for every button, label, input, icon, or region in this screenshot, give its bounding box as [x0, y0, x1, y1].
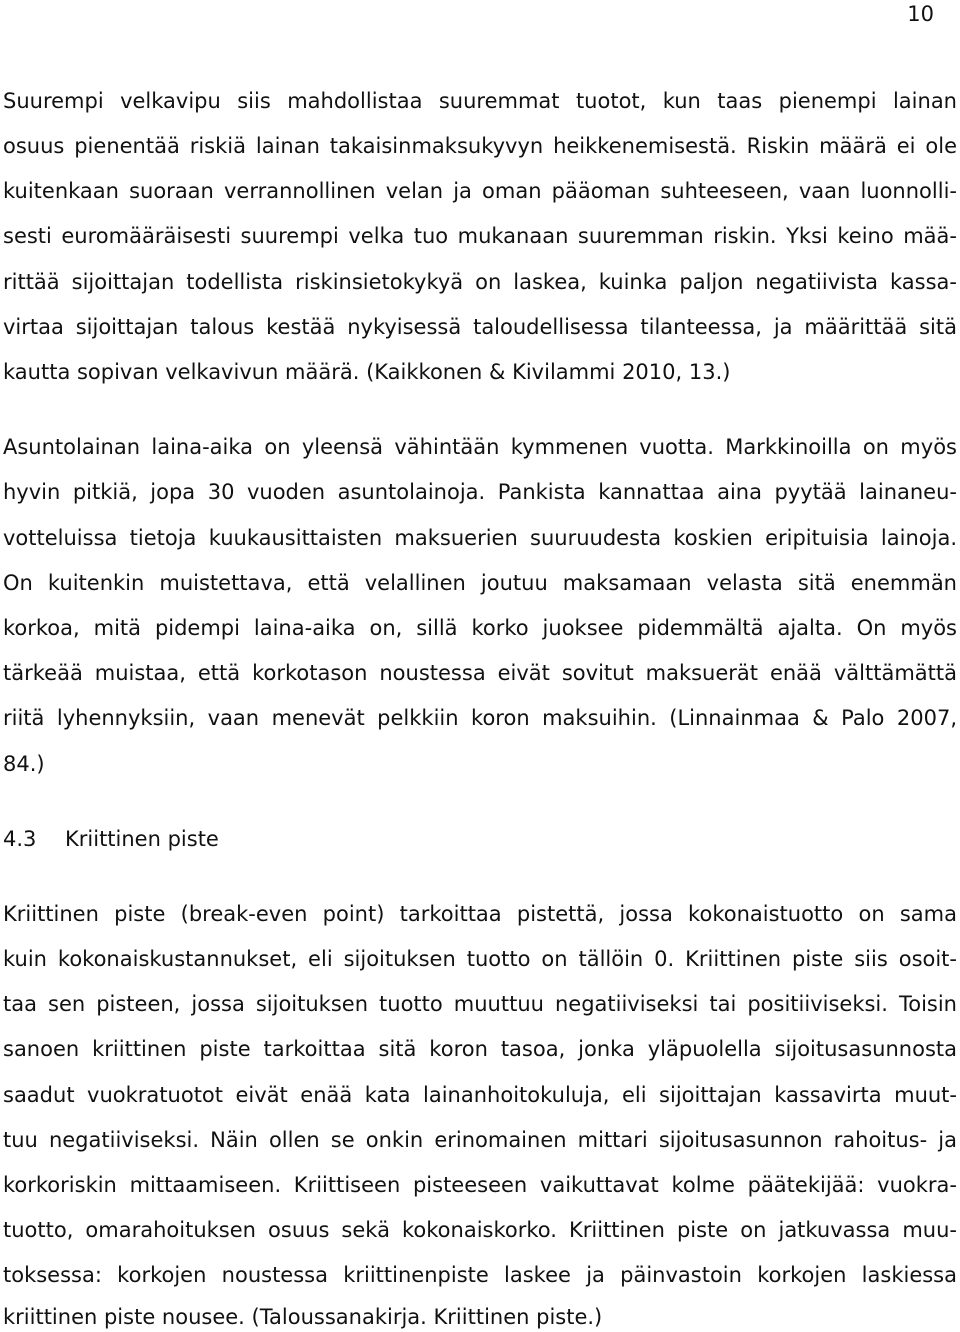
text-line: korkoa, mitä pidempi laina-aika on, sillä korko juoksee pidemmältä ajalta. On myös: [3, 616, 957, 640]
text-line: rittää sijoittajan todellista riskinsietokykyä on laskea, kuinka paljon negatiivista kassa-: [3, 270, 957, 294]
text-line: sanoen kriittinen piste tarkoittaa sitä koron tasoa, jonka yläpuolella sijoitusasunnosta: [3, 1037, 957, 1061]
page-number: 10: [907, 2, 934, 26]
text-line: kriittinen piste nousee. (Taloussanakirja. Kriittinen piste.): [3, 1305, 603, 1329]
text-line: Suurempi velkavipu siis mahdollistaa suuremmat tuotot, kun taas pienempi lainan: [3, 89, 957, 113]
text-line: kuin kokonaiskustannukset, eli sijoituksen tuotto on tällöin 0. Kriittinen piste siis osoit-: [3, 947, 957, 971]
text-line: osuus pienentää riskiä lainan takaisinmaksukyvyn heikkenemisestä. Riskin määrä ei ole: [3, 134, 957, 158]
text-line: 84.): [3, 752, 45, 776]
text-line: saadut vuokratuotot eivät enää kata lainanhoitokuluja, eli sijoittajan kassavirta muut-: [3, 1083, 957, 1107]
text-line: Kriittinen piste (break-even point) tarkoittaa pistettä, jossa kokonaistuotto on sama: [3, 902, 957, 926]
text-line: taa sen pisteen, jossa sijoituksen tuotto muuttuu negatiiviseksi tai positiiviseksi. Toisin: [3, 992, 957, 1016]
text-line: virtaa sijoittajan talous kestää nykyisessä taloudellisessa tilanteessa, ja määrittää sitä: [3, 315, 957, 339]
text-line: tuu negatiiviseksi. Näin ollen se onkin erinomainen mittari sijoitusasunnon rahoitus- ja: [3, 1128, 957, 1152]
text-line: sesti euromääräisesti suurempi velka tuo mukanaan suuremman riskin. Yksi keino mää-: [3, 224, 957, 248]
section-number: 4.3: [3, 827, 37, 851]
text-line: kuitenkaan suoraan verrannollinen velan ja oman pääoman suhteeseen, vaan luonnolli-: [3, 179, 957, 203]
text-line: tärkeää muistaa, että korkotason noustessa eivät sovitut maksuerät enää välttämättä: [3, 661, 957, 685]
text-line: hyvin pitkiä, jopa 30 vuoden asuntolainoja. Pankista kannattaa aina pyytää lainaneu-: [3, 480, 957, 504]
text-line: toksessa: korkojen noustessa kriittinenpiste laskee ja päinvastoin korkojen laskiessa: [3, 1263, 957, 1287]
text-line: riitä lyhennyksiin, vaan menevät pelkkiin koron maksuihin. (Linnainmaa & Palo 2007,: [3, 706, 957, 730]
text-line: Asuntolainan laina-aika on yleensä vähintään kymmenen vuotta. Markkinoilla on myös: [3, 435, 957, 459]
text-line: korkoriskin mittaamiseen. Kriittiseen pisteeseen vaikuttavat kolme päätekijää: vuokra-: [3, 1173, 957, 1197]
text-line: votteluissa tietoja kuukausittaisten maksuerien suuruudesta koskien eripituisia lainoja.: [3, 526, 957, 550]
section-title: Kriittinen piste: [65, 827, 219, 851]
text-line: On kuitenkin muistettava, että velallinen joutuu maksamaan velasta sitä enemmän: [3, 571, 957, 595]
text-line: tuotto, omarahoituksen osuus sekä kokonaiskorko. Kriittinen piste on jatkuvassa muu-: [3, 1218, 957, 1242]
text-line: kautta sopivan velkavivun määrä. (Kaikkonen & Kivilammi 2010, 13.): [3, 360, 731, 384]
